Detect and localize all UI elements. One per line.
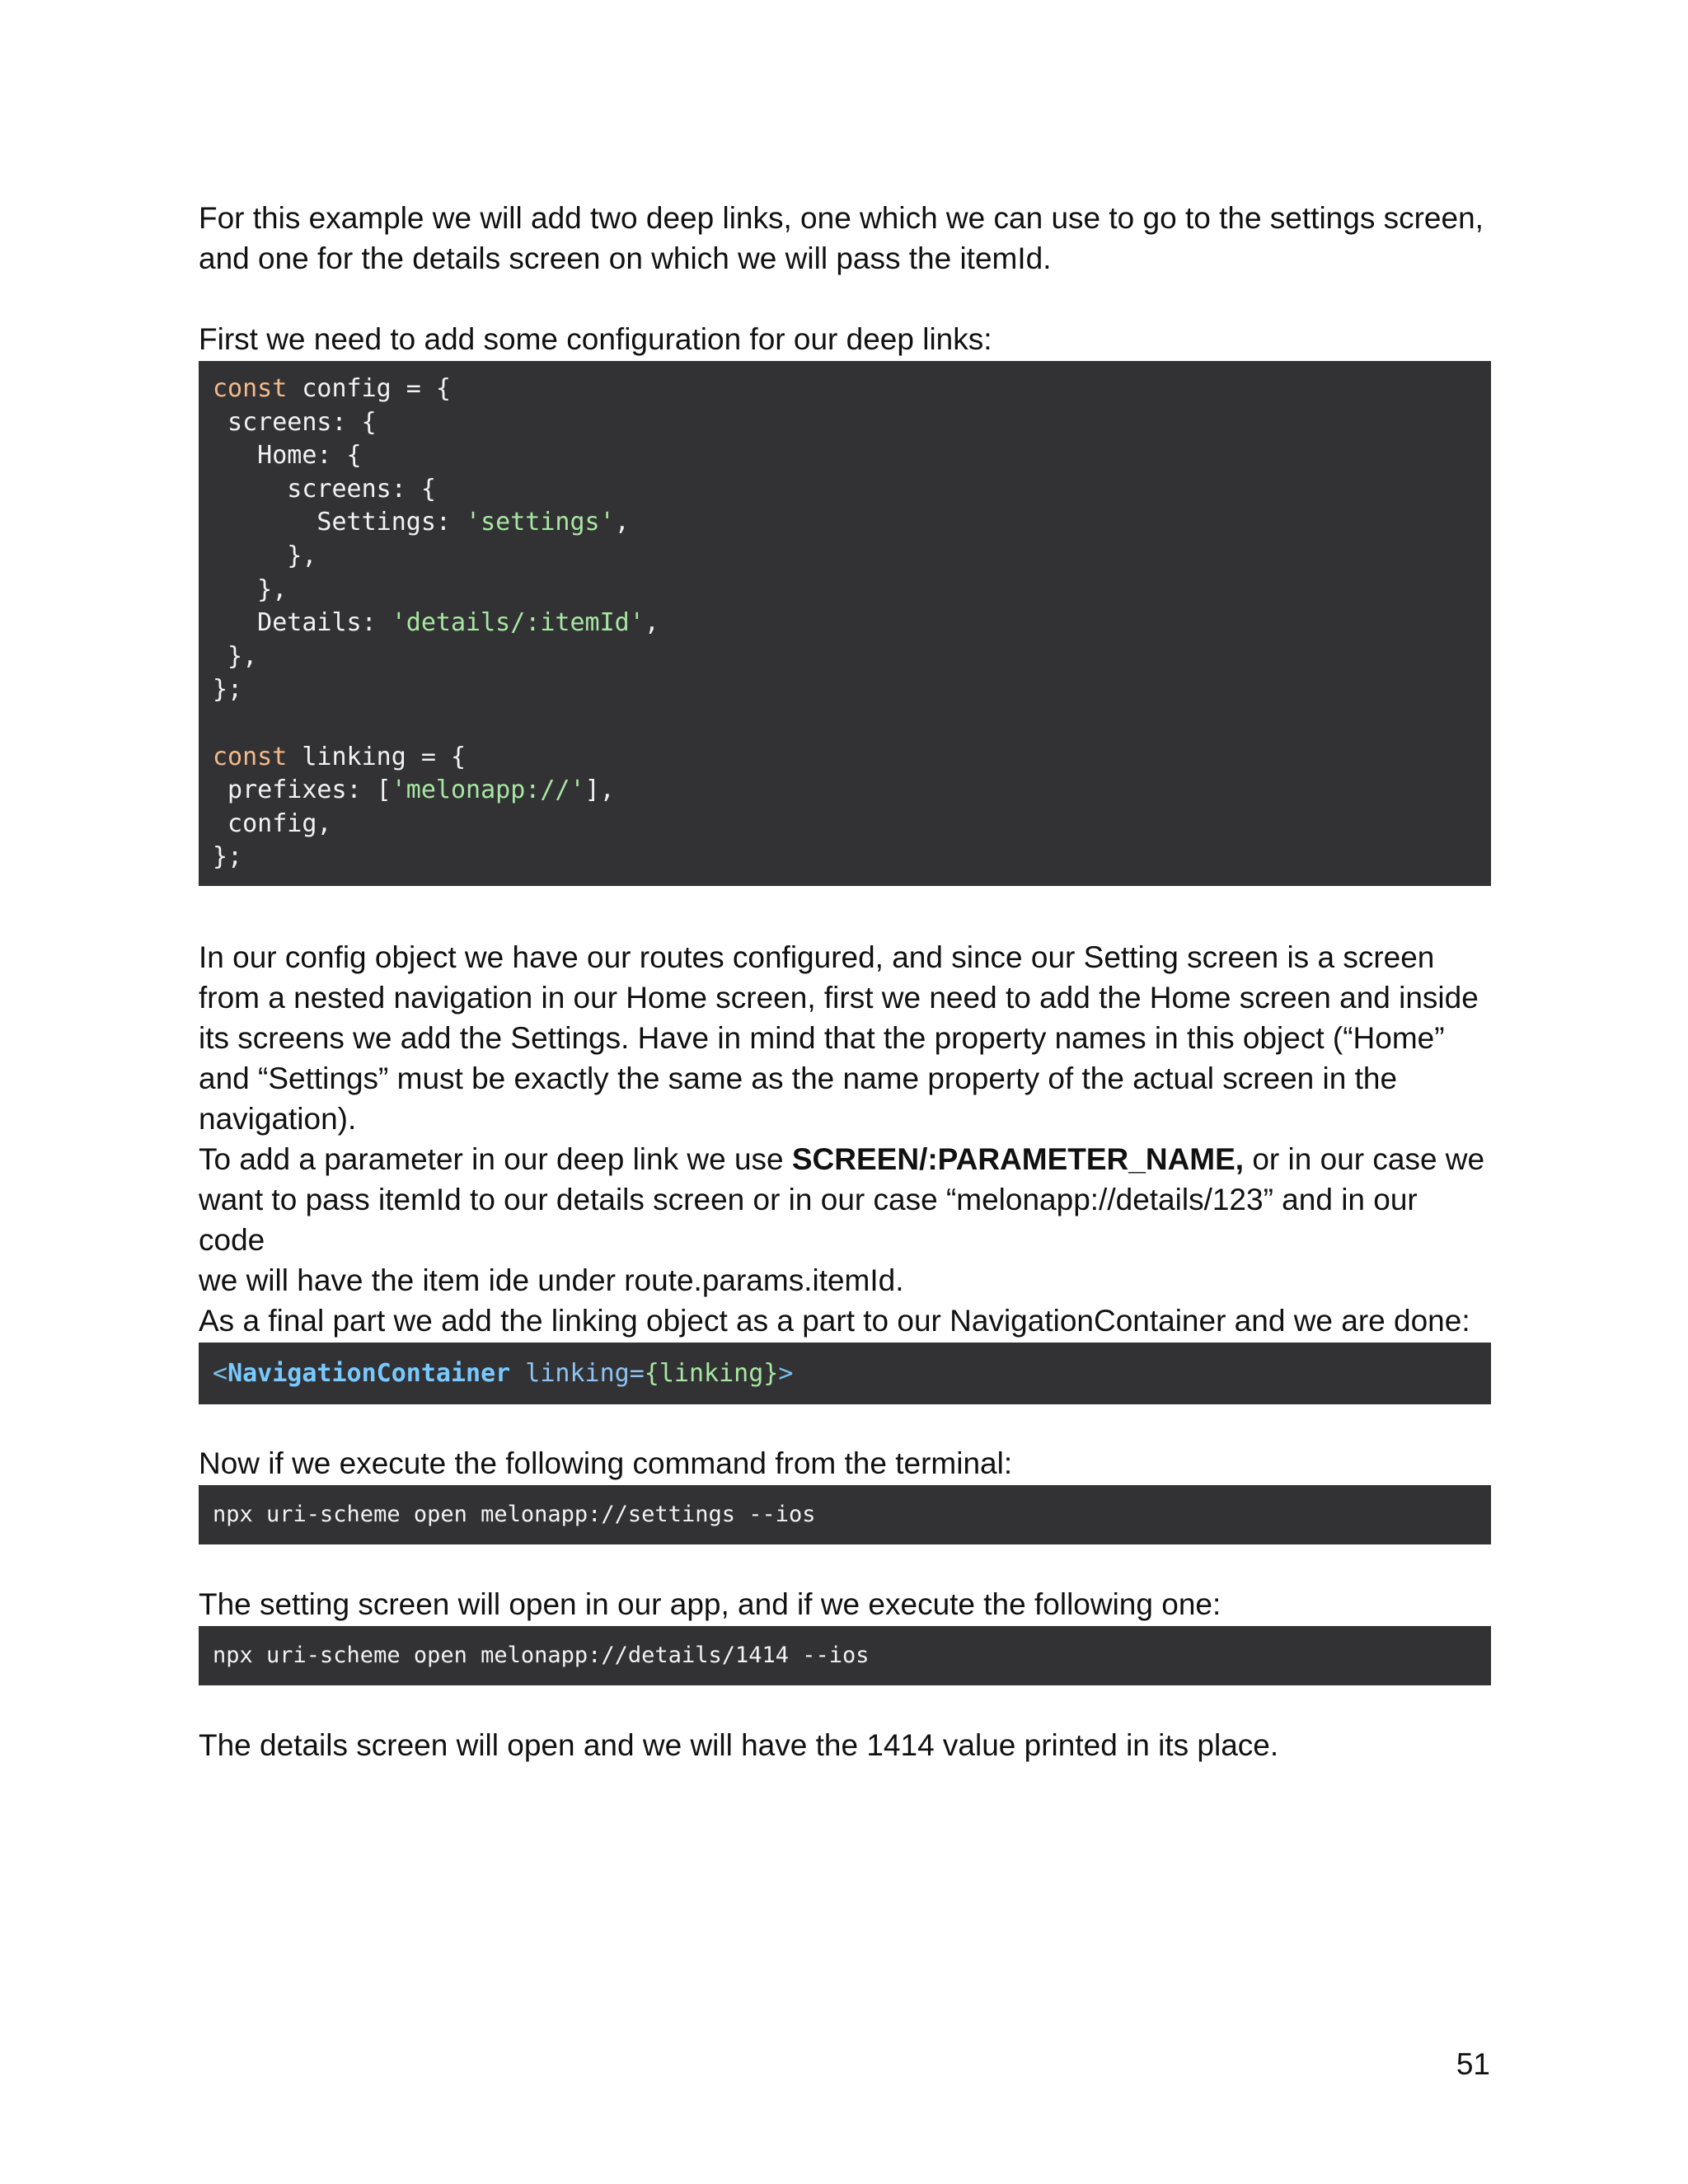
- code-line: config,: [213, 808, 332, 838]
- explanation-line: from a nested navigation in our Home screen, first we need to add the Home screen and inside: [199, 980, 1479, 1015]
- code-line: Details: 'details/:itemId',: [213, 608, 659, 638]
- document-page: [199, 198, 1491, 1765]
- code-line: const config = {: [213, 374, 451, 403]
- explanation-line: navigation).: [199, 1101, 357, 1136]
- settings-command-block: [199, 1485, 1491, 1544]
- explanation-line: As a final part we add the linking object as a part to our NavigationContainer and we are done:: [199, 1303, 1470, 1338]
- code-line: screens: {: [213, 407, 377, 437]
- code-line: };: [213, 842, 243, 872]
- code-line: },: [213, 574, 288, 604]
- intro-line-2: and one for the details screen on which we will pass the itemId.: [199, 241, 1052, 275]
- intro-paragraph: [199, 198, 1491, 279]
- code-line: Settings: 'settings',: [213, 508, 630, 537]
- explanation-line: its screens we add the Settings. Have in mind that the property names in this object (“Home”: [199, 1020, 1445, 1055]
- code-line: Home: {: [213, 441, 362, 471]
- page-number: 51: [1456, 2047, 1490, 2081]
- code-line: },: [213, 541, 317, 570]
- parameter-syntax: SCREEN/:PARAMETER_NAME,: [791, 1141, 1245, 1176]
- config-code-block: [199, 361, 1491, 886]
- explanation-line: To add a parameter in our deep link we use: [199, 1141, 792, 1176]
- code-line: },: [213, 641, 258, 671]
- code-line: const linking = {: [213, 742, 467, 771]
- code-line-blank: [213, 707, 1477, 741]
- code-line: screens: {: [213, 474, 436, 504]
- settings-command: npx uri-scheme open melonapp://settings --ios: [213, 1502, 816, 1528]
- code-line: };: [213, 675, 243, 705]
- details-command-block: [199, 1626, 1491, 1685]
- terminal-intro-text: Now if we execute the following command from the terminal:: [199, 1446, 1013, 1480]
- explanation-line: In our config object we have our routes configured, and since our Setting screen is a screen: [199, 940, 1435, 974]
- explanation-line: and “Settings” must be exactly the same as the name property of the actual screen in the: [199, 1061, 1398, 1095]
- explanation-line: we will have the item ide under route.params.itemId.: [199, 1263, 904, 1297]
- explanation-paragraph: In our config object we have our routes configured, and since our Setting screen is a screen from a nested navigation in our Home screen, first we need to add the Home screen and inside its screens we add the Settings. Have in mind that the property names in this object (“Home” and “Settings” must be exactly the same as the name property of the actual screen in the navigation). To add a parameter in our deep link we use SCREEN/:PARAMETER_NAME, or in our case we want to pass itemId to our details screen or in our case “melonapp://details/123” and in our code we will have the item ide under route.params.itemId. As a final part we add the linking object as a part to our NavigationContainer and we are done:: [199, 940, 1485, 1338]
- navigation-container-code: < NavigationContainer linking= {linking} >: [199, 1343, 1491, 1404]
- intro-line-1: For this example we will add two deep links, one which we can use to go to the settings screen,: [199, 201, 1484, 235]
- code-line: prefixes: ['melonapp://'],: [213, 776, 615, 805]
- details-result-text: The details screen will open and we will have the 1414 value printed in its place.: [199, 1727, 1279, 1762]
- settings-result-text: The setting screen will open in our app, and if we execute the following one:: [199, 1586, 1221, 1621]
- details-command: npx uri-scheme open melonapp://details/1414 --ios: [213, 1643, 870, 1669]
- explanation-line: want to pass itemId to our details screen or in our case “melonapp://details/123” and in our code: [199, 1182, 1418, 1257]
- config-intro-text: First we need to add some configuration for our deep links:: [199, 322, 992, 356]
